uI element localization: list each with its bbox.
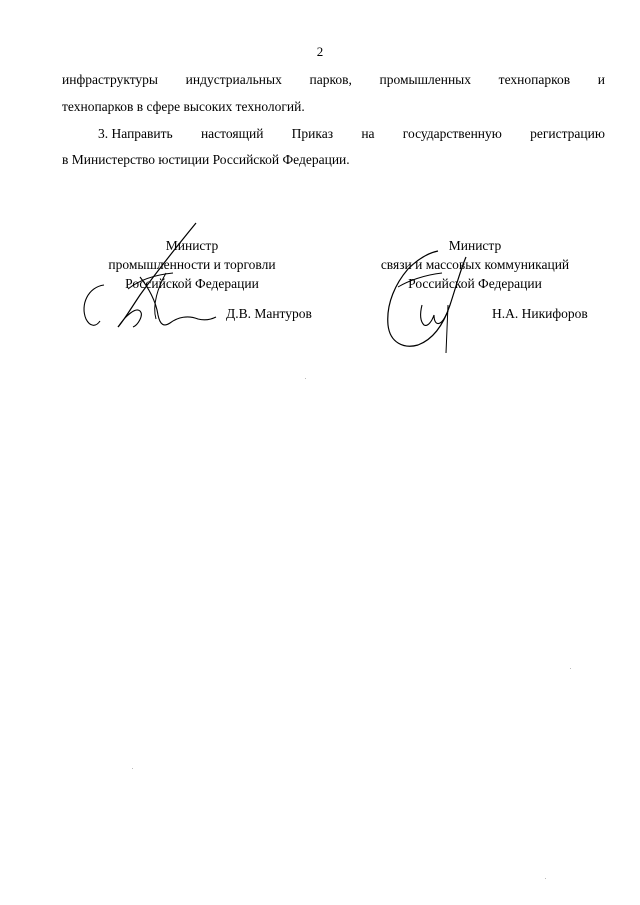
signatory-right-title-line-3: Российской Федерации	[408, 276, 542, 291]
word: на	[361, 126, 375, 141]
signatory-left-title-line-3: Российской Федерации	[125, 276, 259, 291]
paragraph-2-line-1	[98, 126, 605, 142]
word: индустриальных	[185, 72, 282, 87]
scan-speck	[545, 878, 546, 879]
word: инфраструктуры	[62, 72, 158, 87]
paragraph-2-line-2: в Министерство юстиции Российской Федерации.	[62, 152, 350, 167]
word: парков,	[309, 72, 352, 87]
word: промышленных	[379, 72, 471, 87]
paragraph-1-line-1	[62, 72, 605, 88]
scan-speck	[132, 768, 133, 769]
signatory-left-name: Д.В. Мантуров	[226, 306, 312, 321]
signature-left-icon	[78, 215, 228, 340]
signatory-right-title-line-2: связи и массовых коммуникаций	[380, 257, 570, 272]
word: 3. Направить	[98, 126, 173, 141]
signature-right-icon	[378, 245, 488, 355]
signatory-right-name: Н.А. Никифоров	[492, 306, 588, 321]
scan-speck	[570, 668, 571, 669]
word: государственную	[402, 126, 502, 141]
word: Приказ	[291, 126, 334, 141]
paragraph-1-line-2: технопарков в сфере высоких технологий.	[62, 99, 305, 114]
page-number: 2	[316, 44, 324, 59]
scan-speck	[305, 378, 306, 379]
word: технопарков	[498, 72, 571, 87]
word: настоящий	[200, 126, 264, 141]
signatory-right-title-line-1: Министр	[448, 238, 502, 253]
word: и	[597, 72, 605, 87]
signatory-left-title-line-2: промышленности и торговли	[108, 257, 276, 272]
signatory-left-title-line-1: Министр	[165, 238, 219, 253]
word: регистрацию	[530, 126, 605, 141]
